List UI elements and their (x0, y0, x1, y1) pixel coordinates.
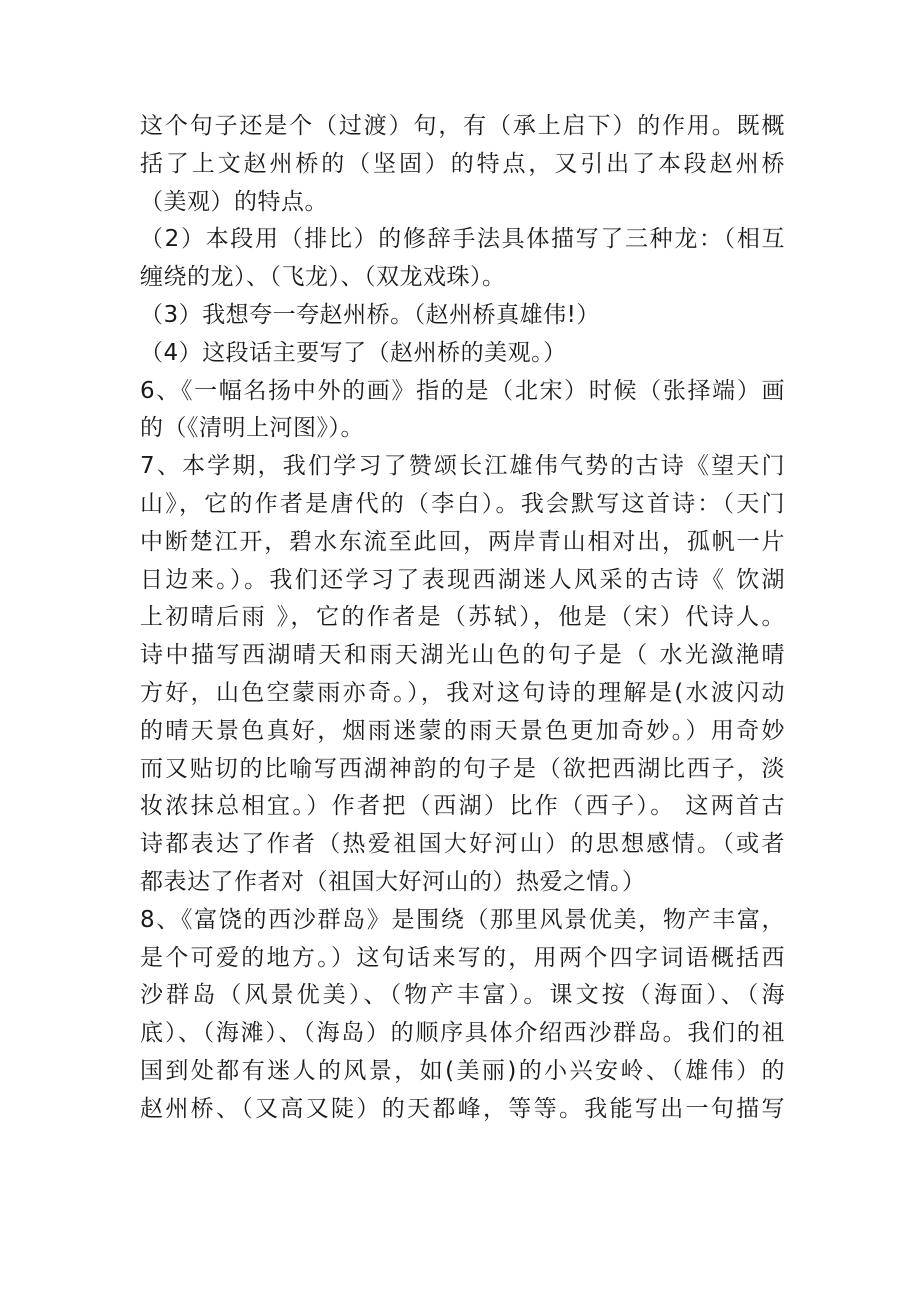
text-line: 沙群岛（风景优美）、（物产丰富）。课文按（海面）、（海 (140, 982, 785, 1009)
text-line: 国到处都有迷人的风景，如(美丽)的小兴安岭、（雄伟）的 (140, 1057, 785, 1084)
text-line: 诗中描写西湖晴天和雨天湖光山色的句子是（ 水光潋滟晴 (140, 642, 785, 669)
text-line: （美观）的特点。 (140, 188, 328, 215)
text-line: 方好，山色空蒙雨亦奇。），我对这句诗的理解是(水波闪动 (140, 679, 785, 706)
text-line: 6、《一幅名扬中外的画》指的是（北宋）时候（张择端）画 (140, 377, 785, 404)
text-line: 底）、（海滩）、（海岛）的顺序具体介绍西沙群岛。我们的祖 (140, 1020, 785, 1047)
text-line: 山》，它的作者是唐代的（李白）。我会默写这首诗：（天门 (140, 490, 785, 517)
text-line: 中断楚江开，碧水东流至此回，两岸青山相对出，孤帆一片 (140, 528, 785, 555)
text-line: 缠绕的龙）、（飞龙）、（双龙戏珠）。 (140, 264, 506, 291)
text-line: 诗都表达了作者（热爱祖国大好河山）的思想感情。（或者 (140, 831, 785, 858)
text-line: 赵州桥、（又高又陡）的天都峰，等等。我能写出一句描写 (140, 1095, 785, 1122)
text-line: （2）本段用（排比）的修辞手法具体描写了三种龙：（相互 (140, 226, 785, 253)
text-line: 而又贴切的比喻写西湖神韵的句子是（欲把西湖比西子，淡 (140, 755, 785, 782)
document-body (140, 108, 785, 1129)
text-line: 上初晴后雨 》，它的作者是（苏轼），他是（宋）代诗人。 (140, 604, 785, 631)
text-line: （4）这段话主要写了（赵州桥的美观。） (140, 339, 567, 366)
text-line: 7、本学期，我们学习了赞颂长江雄伟气势的古诗《望天门 (140, 453, 785, 480)
text-line: 这个句子还是个（过渡）句，有（承上启下）的作用。既概 (140, 113, 785, 139)
text-line: 的晴天景色真好，烟雨迷蒙的雨天景色更加奇妙。）用奇妙 (140, 717, 785, 744)
text-line: 8、《富饶的西沙群岛》是围绕（那里风景优美，物产丰富， (140, 906, 785, 933)
text-line: 妆浓抹总相宜。）作者把（西湖）比作（西子）。 这两首古 (140, 793, 785, 820)
text-line: 日边来。）。我们还学习了表现西湖迷人风采的古诗《 饮湖 (140, 566, 785, 593)
text-line: 的（《清明上河图》）。 (140, 415, 364, 442)
text-line: 括了上文赵州桥的（坚固）的特点，又引出了本段赵州桥 (140, 150, 785, 177)
text-line: （3）我想夸一夸赵州桥。（赵州桥真雄伟!） (140, 301, 600, 328)
text-line: 都表达了作者对（祖国大好河山的）热爱之情。） (140, 868, 646, 895)
text-line: 是个可爱的地方。）这句话来写的，用两个四字词语概括西 (140, 944, 785, 971)
